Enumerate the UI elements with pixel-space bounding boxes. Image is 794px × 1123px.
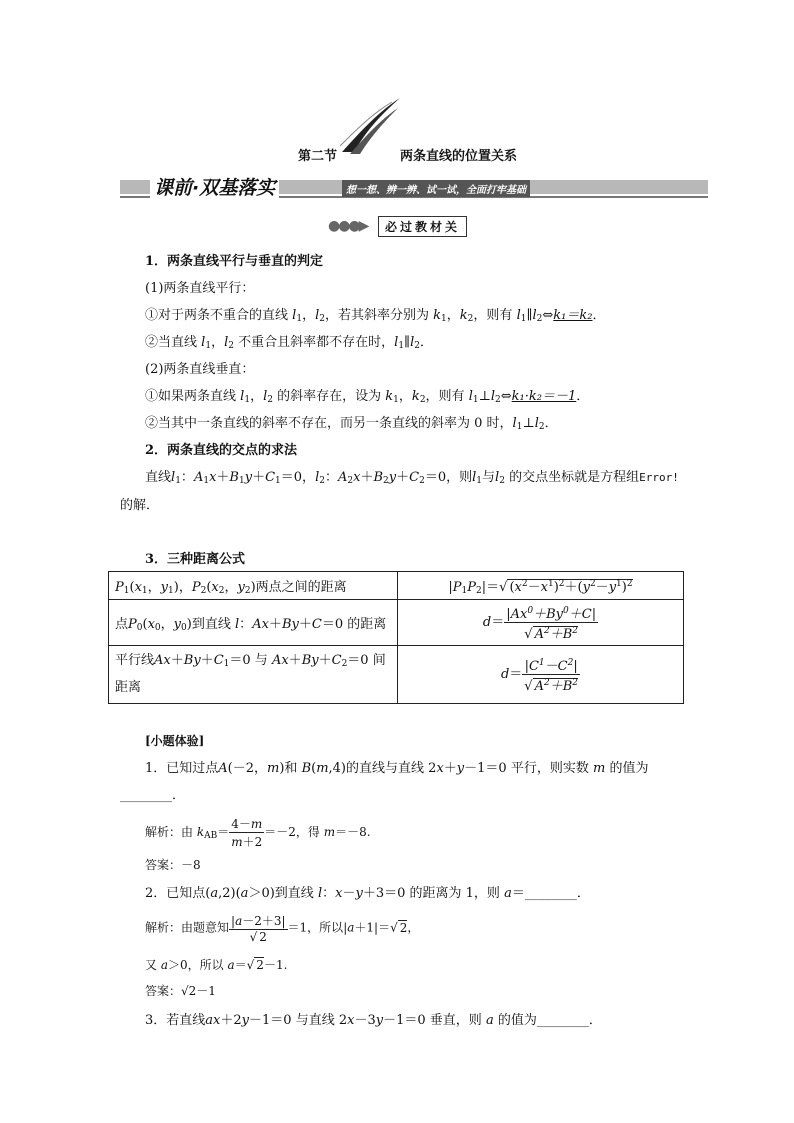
must-pass-label: 必过教材关 bbox=[378, 216, 467, 237]
section1-p1: ①对于两条不重合的直线 $l_1$，$l_2$，若其斜率分别为 $k_1$，$k_2$，则有 $l_1\parallel l_2\Leftrightarrow k_1=k_2$． bbox=[145, 308, 606, 324]
practice-label: [小题体验] bbox=[145, 734, 205, 748]
question-3: 3．若直线ax＋2y－1＝0 与直线 2x－3y－1＝0 垂直，则 a 的值为________． bbox=[145, 1013, 602, 1028]
question-2: 2．已知点(a,2)(a＞0)到直线 l：x－y＋3＝0 的距离为 1，则 a＝________． bbox=[145, 886, 590, 901]
row2-right: d＝ $\frac{|Ax^0+By^0+C|}{√ A^2+B^2}$ bbox=[398, 600, 684, 646]
section-number: 第二节 bbox=[298, 149, 338, 164]
table-row bbox=[109, 600, 684, 646]
section2-p2: 的解． bbox=[120, 498, 160, 513]
must-pass-heading bbox=[328, 216, 468, 236]
section2-heading: 2．两条直线的交点的求法 bbox=[145, 443, 298, 458]
section1-heading: 1．两条直线平行与垂直的判定 bbox=[145, 254, 324, 269]
row1-right: $|P_1P_2|=√$ $(x^2-x^1)^2+(y^2-y^1)^2$ bbox=[398, 572, 684, 600]
row3-right: d＝ $\frac{|C^1-C^2|}{√ A^2+B^2}$ bbox=[398, 646, 684, 704]
section1-sub2: (2)两条直线垂直： bbox=[145, 362, 255, 377]
section1-p4: ②当其中一条直线的斜率不存在，而另一条直线的斜率为 0 时，$l_1\perp l_2$． bbox=[145, 416, 558, 432]
table-row bbox=[109, 572, 684, 600]
answer-perpendicular: k₁·k₂＝－1 bbox=[511, 389, 577, 404]
solution-2-line2: 又 a＞0，所以 a＝√ 2－1. bbox=[145, 958, 288, 972]
section1-p2: ②当直线 $l_1$，$l_2$ 不重合且斜率都不存在时，$l_1\parallel l_2$． bbox=[145, 335, 433, 351]
answer-parallel: k₁＝k₂ bbox=[553, 308, 593, 323]
dots-decoration-icon: ●●●▶ bbox=[328, 218, 368, 234]
answer-1: 答案：－8 bbox=[145, 858, 201, 872]
question-1: 1．已知过点A(－2，m)和 B(m,4)的直线与直线 2x＋y－1＝0 平行，则实数 m 的值为 bbox=[145, 761, 649, 776]
section-title: 两条直线的位置关系 bbox=[400, 149, 518, 164]
banner-main-text: 课前·双基落实 bbox=[150, 173, 279, 200]
section3-heading: 3．三种距离公式 bbox=[145, 552, 246, 567]
distance-formula-table bbox=[108, 571, 684, 704]
section2-p1: 直线$l_1$：$A_1x+B_1y+C_1=0$，$l_2$：$A_2x+B_2y+C_2=0$，则$l_1$与$l_2$ 的交点坐标就是方程组Error! bbox=[145, 470, 679, 486]
solution-1: 解析：由 $k_{AB}=$ $\frac{4-m}{m+2}$ ＝－2，得 m＝－8. bbox=[145, 817, 371, 849]
solution-2: 解析：由题意知 $\frac{|a-2+3|}{√ 2}$ ＝1，所以|a＋1|＝√ 2， bbox=[145, 914, 420, 944]
row1-left: $P_1(x_1$，$y_1$)，$P_2(x_2$，$y_2$)两点之间的距离 bbox=[109, 572, 398, 600]
header-swoosh-graphic bbox=[340, 96, 402, 156]
row3-left: 平行线$Ax+By+C_1=0$ 与 $Ax+By+C_2=0$ 间 距离 bbox=[109, 646, 398, 704]
section1-p3: ①如果两条直线 $l_1$，$l_2$ 的斜率存在，设为 $k_1$，$k_2$，则有 $l_1\perp l_2\Leftrightarrow k_1\cdot k_2=-1$． bbox=[145, 389, 590, 405]
error-text: Error! bbox=[639, 471, 679, 484]
question-1-blank: ________． bbox=[120, 788, 186, 803]
pre-class-banner bbox=[120, 172, 708, 202]
section1-sub1: (1)两条直线平行： bbox=[145, 281, 255, 296]
answer-2: 答案：√2－1 bbox=[145, 984, 216, 998]
table-row bbox=[109, 646, 684, 704]
banner-sub-text: 想一想、辨一辨、试一试，全面打牢基础 bbox=[342, 180, 530, 197]
row2-left: 点$P_0(x_0$，$y_0$)到直线 l：Ax＋By＋C＝0 的距离 bbox=[109, 600, 398, 646]
